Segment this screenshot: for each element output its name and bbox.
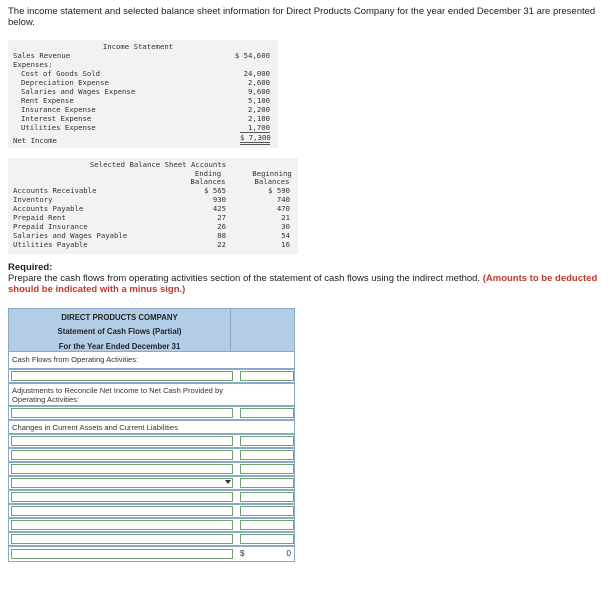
expense-label: Insurance Expense [21,105,96,114]
account-label: Prepaid Insurance [13,222,88,231]
beginning-balance: 21 [281,213,290,222]
required-note: (Amounts to be deducted should be indicated with a minus sign.) [8,273,598,295]
account-name-input[interactable] [11,464,233,474]
beginning-balance: 740 [276,195,290,204]
account-label: Salaries and Wages Payable [13,231,128,240]
expense-value: 9,600 [248,87,270,96]
expense-label: Utilities Expense [21,123,96,132]
net-income-value: $ 7,300 [240,133,270,145]
sales-value: $ 54,600 [234,51,270,60]
beginning-balance: 30 [281,222,290,231]
expense-label: Depreciation Expense [21,78,109,87]
ending-balance: 88 [217,231,226,240]
section-operating-activities [8,352,295,369]
account-name-select[interactable] [11,478,233,488]
required-section [8,262,608,295]
required-text: Prepare the cash flows from operating activities section of the statement of cash flows using the indirect method. [8,273,481,284]
section-adjustments [8,383,295,406]
account-label: Accounts Receivable [13,186,97,195]
account-label: Inventory [13,195,53,204]
balance-sheet-accounts [8,158,298,254]
expense-label: Cost of Goods Sold [21,69,101,78]
amount-input[interactable] [240,534,294,544]
amount-input[interactable] [240,506,294,516]
ending-balance: 930 [212,195,226,204]
account-label: Prepaid Rent [13,213,66,222]
section-adjustments-label: Adjustments to Reconcile Net Income to Net Cash Provided by Operating Activities: [12,386,224,404]
answer-row [8,462,295,476]
beginning-balance: $ 590 [268,186,290,195]
total-currency: $ [240,549,245,558]
amount-input[interactable] [240,464,294,474]
account-name-input[interactable] [11,450,233,460]
answer-row [8,406,295,420]
sales-label: Sales Revenue [13,51,71,60]
expense-value: 24,000 [243,69,270,78]
section-changes [8,420,295,434]
answer-row [8,532,295,546]
expense-value: 2,200 [248,105,270,114]
intro-text: The income statement and selected balance sheet information for Direct Products Company for the year ended December 31 are presented below. [8,6,596,28]
statement-title: Statement of Cash Flows (Partial) [57,327,182,336]
answer-row [8,476,295,490]
amount-input[interactable] [240,408,294,418]
account-label: Utilities Payable [13,240,88,249]
beginning-balance: 54 [281,231,290,240]
income-statement [8,40,278,148]
amount-input[interactable] [240,492,294,502]
account-name-input[interactable] [11,520,233,530]
ending-balance: 26 [217,222,226,231]
beginning-header-line1: Beginning [252,169,292,178]
account-name-input[interactable] [11,371,233,381]
ending-balance: 27 [217,213,226,222]
expense-value: 2,600 [248,78,270,87]
section-operating-label: Cash Flows from Operating Activities: [12,355,139,364]
expense-value: 5,100 [248,96,270,105]
amount-input[interactable] [240,436,294,446]
answer-row [8,448,295,462]
expense-label: Interest Expense [21,114,92,123]
ending-header-line1: Ending [194,169,222,178]
total-label-input[interactable] [11,549,233,559]
ending-header-line2: Balances [190,177,226,186]
header-filler [231,308,295,352]
chevron-down-icon[interactable] [225,480,231,484]
answer-row [8,504,295,518]
answer-row [8,434,295,448]
amount-input[interactable] [240,371,294,381]
balance-sheet-title: Selected Balance Sheet Accounts [89,160,227,169]
answer-row [8,490,295,504]
account-name-input[interactable] [11,492,233,502]
answer-row [8,369,295,383]
beginning-balance: 16 [281,240,290,249]
expenses-label: Expenses: [13,60,53,69]
income-statement-title: Income Statement [102,42,174,51]
account-name-input[interactable] [11,436,233,446]
expense-value: 2,100 [248,114,270,123]
account-name-input[interactable] [11,506,233,516]
ending-balance: 22 [217,240,226,249]
section-changes-label: Changes in Current Assets and Current Liabilities [12,423,178,432]
expense-label: Rent Expense [21,96,74,105]
beginning-header-line2: Balances [254,177,290,186]
ending-balance: 425 [212,204,226,213]
required-label: Required: [8,262,53,273]
answer-row [8,518,295,532]
expense-value: 1,700 [240,123,270,133]
net-income-label: Net Income [13,136,57,145]
expense-label: Salaries and Wages Expense [21,87,136,96]
amount-input[interactable] [240,478,294,488]
cash-flow-header [8,308,231,352]
account-name-input[interactable] [11,534,233,544]
total-row [8,546,295,562]
account-label: Accounts Payable [13,204,84,213]
ending-balance: $ 565 [204,186,226,195]
beginning-balance: 470 [276,204,290,213]
amount-input[interactable] [240,450,294,460]
amount-input[interactable] [240,520,294,530]
statement-period: For the Year Ended December 31 [58,342,181,351]
company-name: DIRECT PRODUCTS COMPANY [61,313,178,322]
account-name-input[interactable] [11,408,233,418]
total-value: 0 [286,549,291,558]
